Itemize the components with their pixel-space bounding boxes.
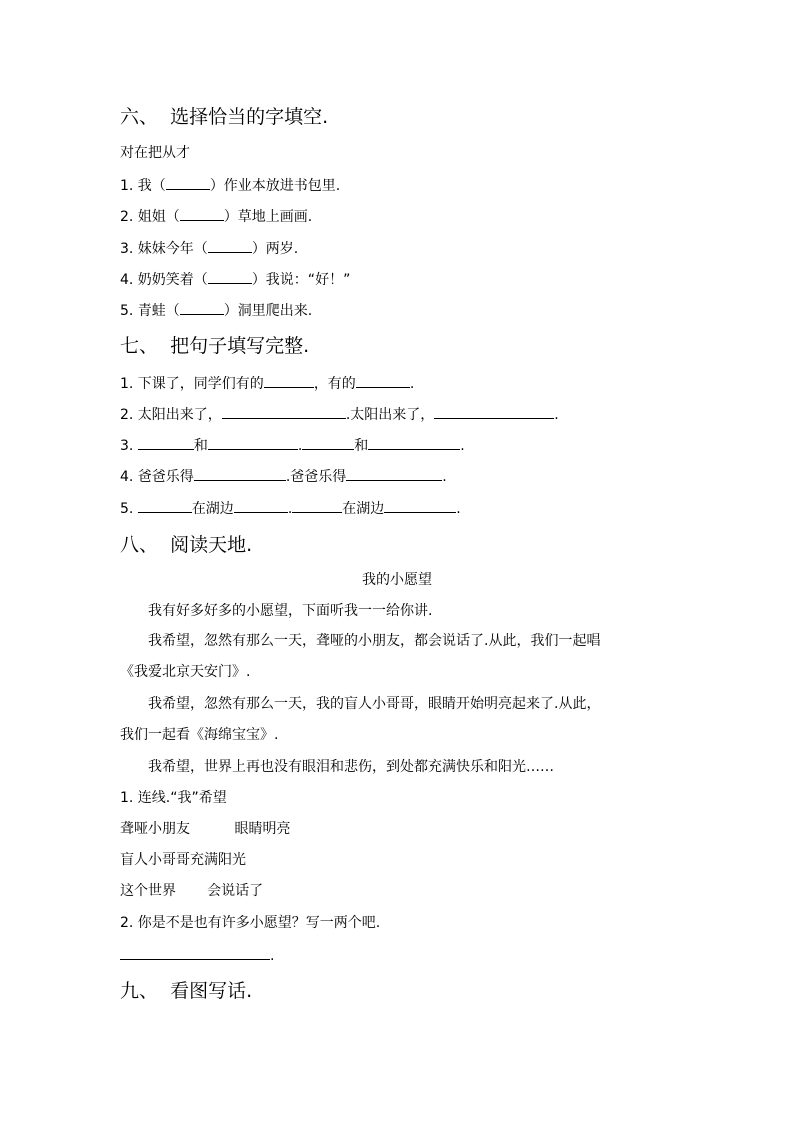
sentence-item-5 <box>120 500 461 516</box>
answer-blank[interactable] <box>302 437 354 450</box>
section7-heading: 七、 把句子填写完整. <box>120 335 310 357</box>
answer-blank[interactable] <box>222 406 346 419</box>
word-options: 对在把从才 <box>120 145 190 161</box>
answer-blank[interactable] <box>208 437 298 450</box>
sentence-text: 在湖边 <box>342 501 385 517</box>
question-1: 1. 连线.“我”希望 <box>120 790 227 806</box>
answer-blank[interactable] <box>356 375 410 388</box>
sentence-text: . <box>460 438 465 454</box>
passage-paragraph-2-line-1: 我希望，忽然有那么一天，聋哑的小朋友，都会说话了.从此，我们一起唱 <box>148 633 601 649</box>
passage-paragraph-4: 我希望，世界上再也没有眼泪和悲伤，到处都充满快乐和阳光…… <box>148 759 554 775</box>
answer-blank[interactable] <box>346 468 442 481</box>
sentence-text: .太阳出来了， <box>345 407 435 423</box>
sentence-text: . <box>297 438 303 454</box>
item-prefix: 2. 姐姐（ <box>120 209 180 225</box>
sentence-item-3 <box>120 437 465 453</box>
sentence-text: 和 <box>354 438 369 454</box>
match-row-1: 聋哑小朋友 眼睛明亮 <box>120 821 291 837</box>
item-prefix: 4. 奶奶笑着（ <box>120 272 208 288</box>
answer-blank[interactable] <box>166 177 210 190</box>
passage-paragraph-2-line-2: 《我爱北京天安门》. <box>120 664 251 680</box>
passage-paragraph-1: 我有好多好多的小愿望，下面听我一一给你讲. <box>148 603 433 619</box>
fill-item-1 <box>120 177 340 193</box>
fill-item-2 <box>120 208 312 224</box>
sentence-text: . <box>456 501 461 517</box>
item-suffix: ）两岁. <box>251 241 299 257</box>
answer-line <box>120 947 274 963</box>
passage-paragraph-3-line-2: 我们一起看《海绵宝宝》. <box>120 727 279 743</box>
answer-blank[interactable] <box>434 406 554 419</box>
passage-title: 我的小愿望 <box>362 572 432 588</box>
answer-blank[interactable] <box>194 468 286 481</box>
fill-item-4 <box>120 271 350 287</box>
item-prefix: 1. 我（ <box>120 178 166 194</box>
sentence-text: 在湖边 <box>191 501 234 517</box>
sentence-text: ，有的 <box>313 376 356 392</box>
sentence-item-1 <box>120 375 414 391</box>
answer-blank[interactable] <box>138 437 194 450</box>
section6-heading: 六、 选择恰当的字填空. <box>120 106 329 128</box>
answer-blank[interactable] <box>180 208 224 221</box>
sentence-text: 和 <box>193 438 208 454</box>
sentence-text: . <box>270 948 275 964</box>
sentence-text: . <box>287 501 293 517</box>
answer-blank[interactable] <box>292 500 342 513</box>
answer-blank[interactable] <box>368 437 460 450</box>
sentence-text: . <box>442 469 447 485</box>
question-2: 2. 你是不是也有许多小愿望？写一两个吧. <box>120 915 381 931</box>
answer-blank[interactable] <box>234 500 288 513</box>
match-row-3: 这个世界 会说话了 <box>120 883 264 899</box>
sentence-text: . <box>409 376 415 392</box>
item-suffix: ）洞里爬出来. <box>223 303 313 319</box>
item-prefix: 5. 青蛙（ <box>120 303 180 319</box>
section9-heading: 九、 看图写话. <box>120 980 253 1002</box>
answer-blank[interactable] <box>180 302 224 315</box>
answer-blank[interactable] <box>384 500 456 513</box>
item-suffix: ）草地上画画. <box>223 209 313 225</box>
item-suffix: ）作业本放进书包里. <box>209 178 341 194</box>
passage-paragraph-3-line-1: 我希望，忽然有那么一天，我的盲人小哥哥，眼睛开始明亮起来了.从此， <box>148 696 601 712</box>
item-suffix: ）我说：“好！” <box>251 272 351 288</box>
sentence-text: 5. <box>120 501 138 517</box>
answer-blank[interactable] <box>120 947 270 960</box>
sentence-text: 3. <box>120 438 138 454</box>
sentence-text: . <box>554 407 559 423</box>
item-prefix: 3. 妹妹今年（ <box>120 241 208 257</box>
fill-item-5 <box>120 302 312 318</box>
sentence-text: 2. 太阳出来了， <box>120 407 222 423</box>
match-row-2: 盲人小哥哥充满阳光 <box>120 852 246 868</box>
sentence-text: 1. 下课了，同学们有的 <box>120 376 264 392</box>
answer-blank[interactable] <box>138 500 192 513</box>
answer-blank[interactable] <box>208 240 252 253</box>
sentence-item-2 <box>120 406 559 422</box>
answer-blank[interactable] <box>208 271 252 284</box>
fill-item-3 <box>120 240 298 256</box>
answer-blank[interactable] <box>264 375 314 388</box>
section8-heading: 八、 阅读天地. <box>120 534 253 556</box>
sentence-text: .爸爸乐得 <box>285 469 347 485</box>
sentence-text: 4. 爸爸乐得 <box>120 469 194 485</box>
sentence-item-4 <box>120 468 447 484</box>
